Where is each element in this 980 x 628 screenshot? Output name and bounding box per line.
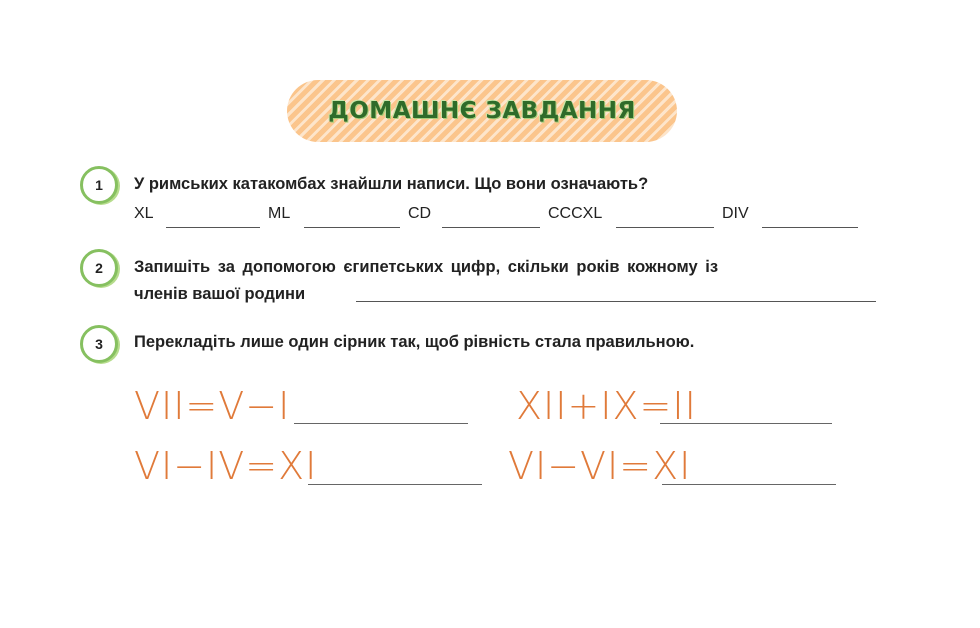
answer-blank[interactable] <box>662 484 836 485</box>
answer-blank[interactable] <box>442 227 540 228</box>
task-1-text: У римських катакомбах знайшли написи. Що вони означають? <box>134 175 649 193</box>
answer-blank[interactable] <box>166 227 260 228</box>
task-number: 1 <box>95 177 103 193</box>
answer-blank[interactable] <box>762 227 858 228</box>
answer-blank[interactable] <box>616 227 714 228</box>
task-number-badge <box>80 249 118 287</box>
answer-blank[interactable] <box>660 423 832 424</box>
roman-numeral: ML <box>268 205 291 222</box>
homework-banner <box>287 80 677 142</box>
task-number-badge <box>80 325 118 363</box>
roman-numeral: CD <box>408 205 432 222</box>
task-2-text-line1: Запишіть за допомогою єгипетських цифр, скільки років кожному із <box>134 258 719 276</box>
roman-numeral: XL <box>134 205 154 222</box>
matchstick-equation: VII=V−I <box>134 384 291 428</box>
answer-blank[interactable] <box>308 484 482 485</box>
task-1-items <box>134 205 864 231</box>
task-number: 3 <box>95 336 103 352</box>
matchstick-equation: VI−VI=XI <box>508 444 692 488</box>
answer-blank[interactable] <box>294 423 468 424</box>
task-number: 2 <box>95 260 103 276</box>
answer-blank[interactable] <box>304 227 400 228</box>
roman-numeral: CCCXL <box>548 205 603 222</box>
matchstick-equation: XII+IX=II <box>516 384 697 428</box>
matchstick-equation: VI−IV=XI <box>134 444 318 488</box>
roman-numeral: DIV <box>722 205 749 222</box>
page-title: ДОМАШНЄ ЗАВДАННЯ <box>328 98 636 124</box>
task-number-badge <box>80 166 118 204</box>
answer-blank[interactable] <box>356 301 876 302</box>
task-3-text: Перекладіть лише один сірник так, щоб рівність стала правильною. <box>134 333 695 351</box>
task-2-text-line2: членів вашої родини <box>134 285 306 303</box>
